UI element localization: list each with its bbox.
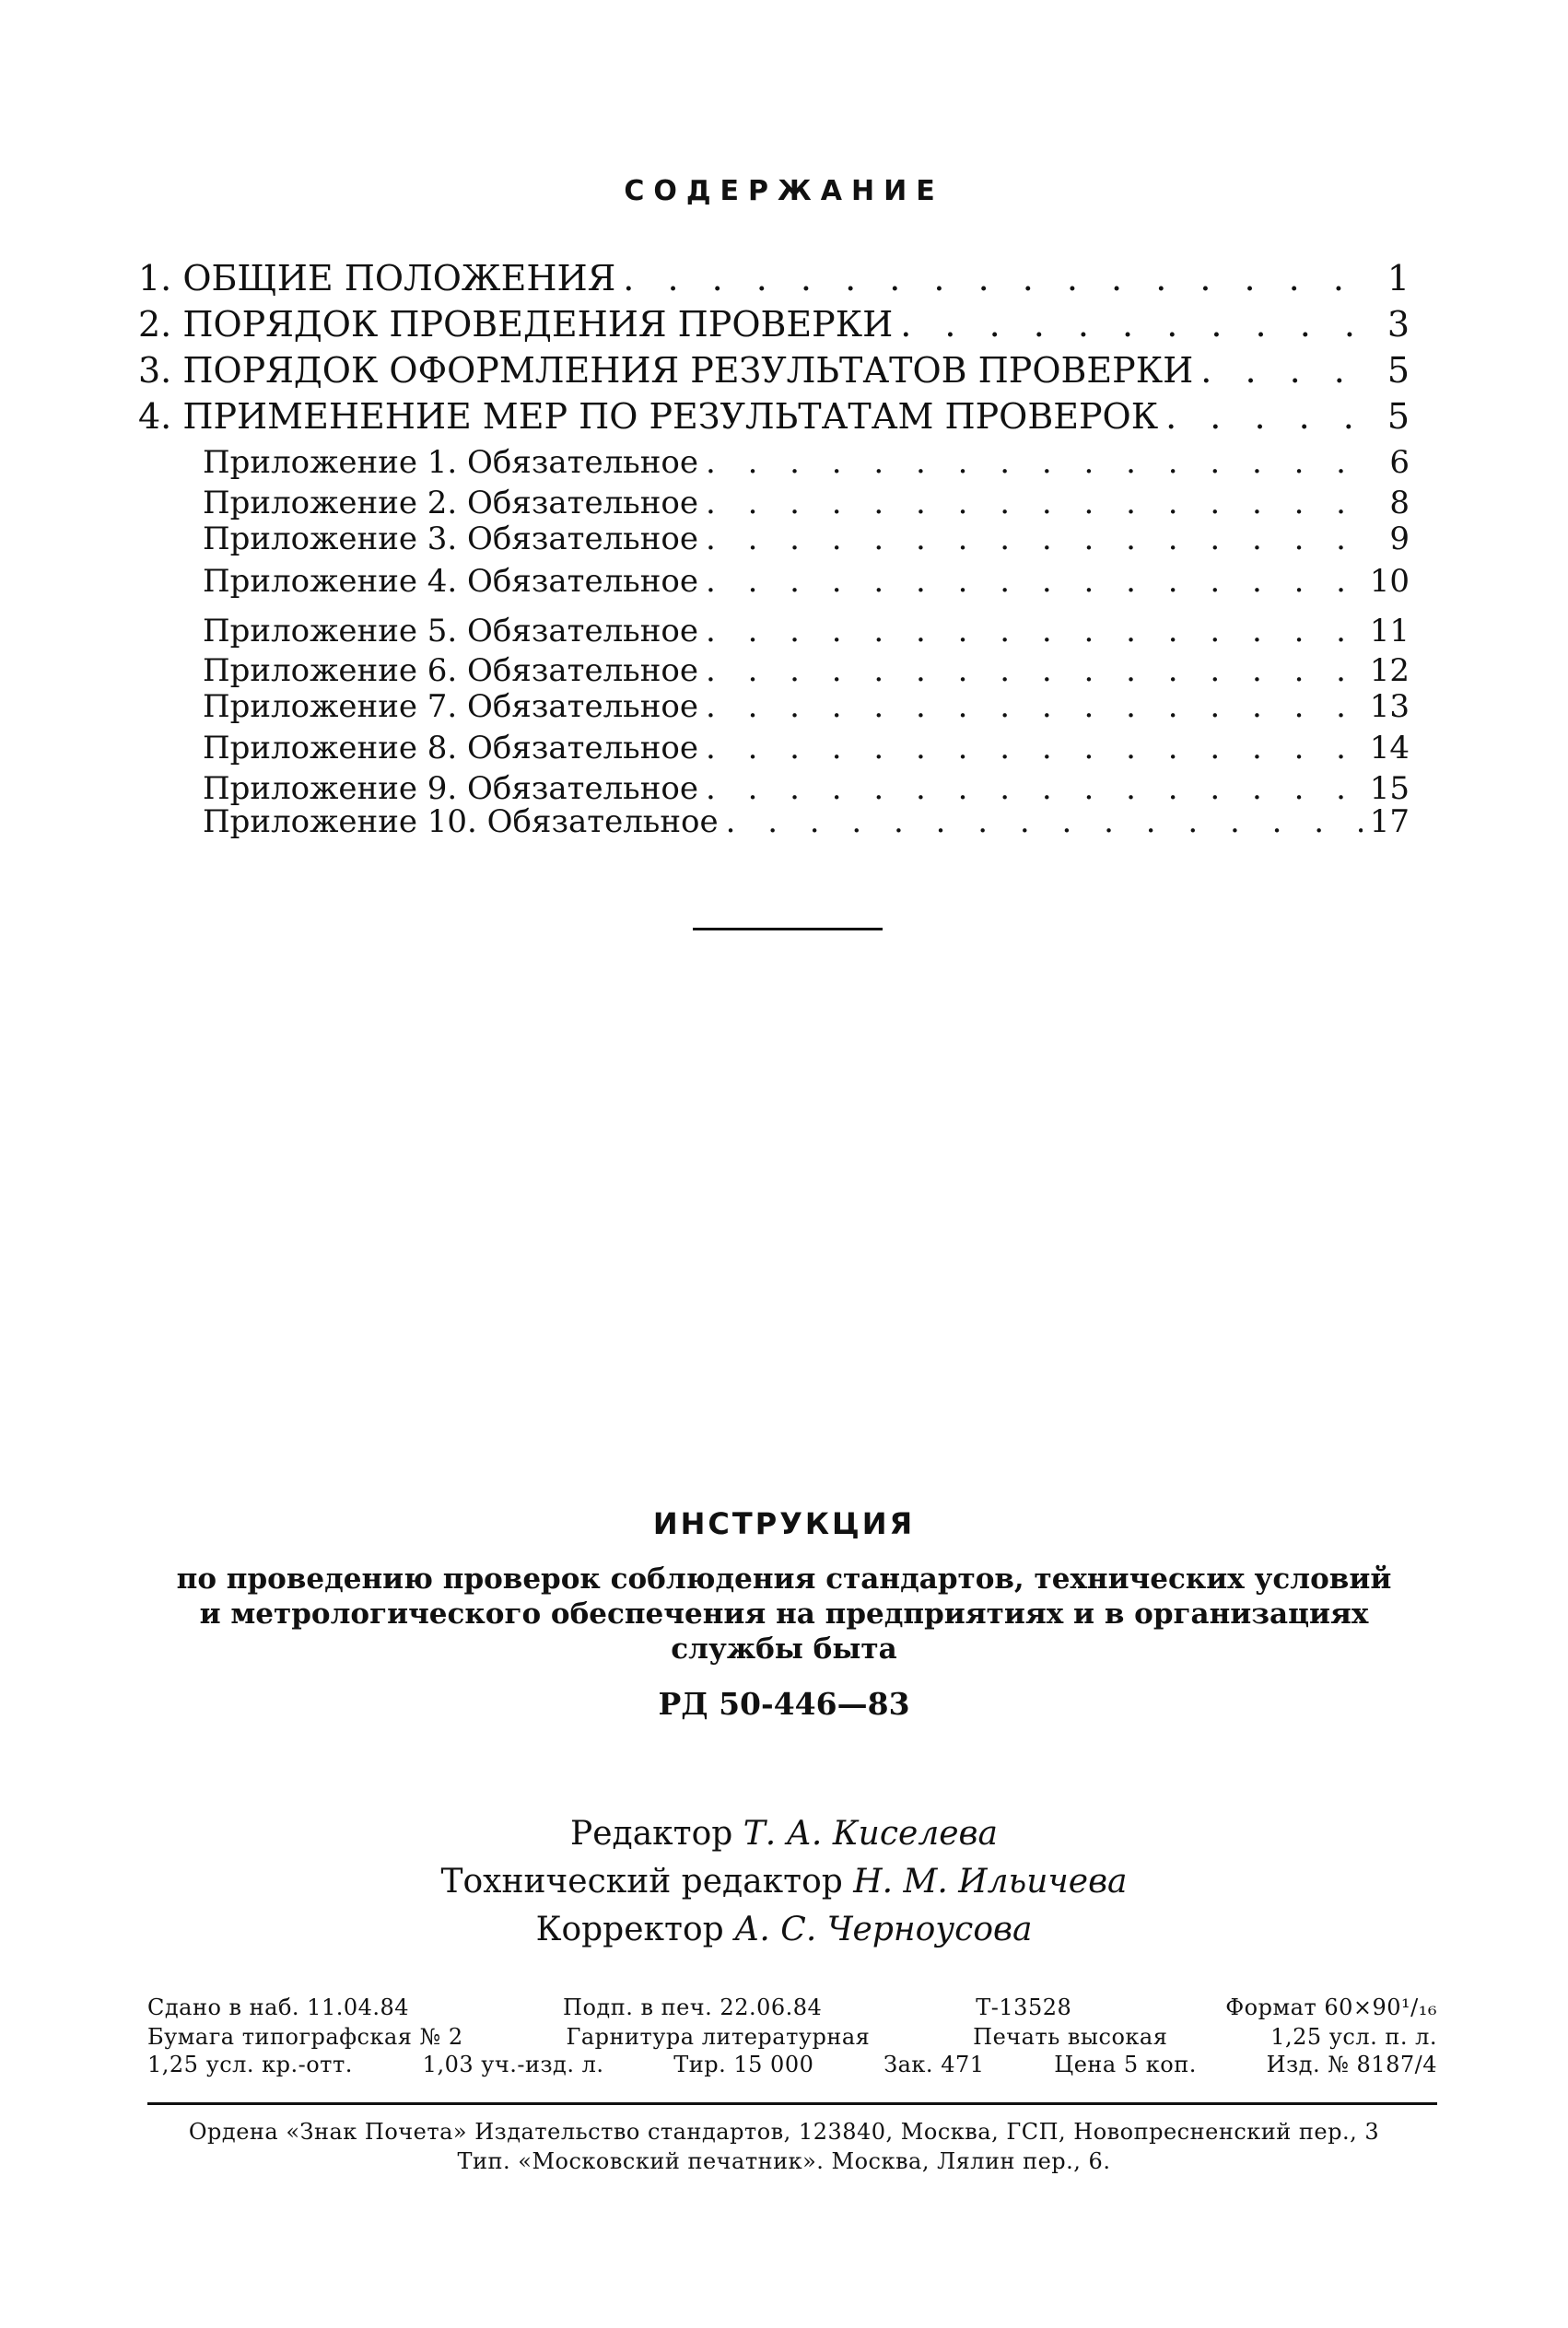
credit-name: Т. А. Киселева — [743, 1815, 998, 1853]
toc-appendix — [138, 730, 1410, 776]
imprint-cell: 1,25 усл. п. л. — [1270, 2024, 1437, 2050]
toc-appendix-label: Приложение 3. Обязательное — [203, 521, 698, 557]
toc-appendix-label: Приложение 2. Обязательное — [203, 485, 698, 521]
imprint-cell: Изд. № 8187/4 — [1266, 2052, 1437, 2077]
instruction-subtitle-line: по проведению проверок соблюдения стандартов, технических условий — [176, 1562, 1392, 1596]
imprint-cell: Гарнитура литературная — [566, 2024, 871, 2050]
imprint-cell: Зак. 471 — [883, 2052, 985, 2077]
toc-appendix-label: Приложение 8. Обязательное — [203, 730, 698, 766]
credit-technical-editor — [0, 1858, 1568, 1906]
credit-proofreader — [0, 1906, 1568, 1954]
instruction-subtitle — [0, 1562, 1568, 1667]
toc-page-number: 13 — [1369, 688, 1410, 725]
toc-section — [138, 350, 1410, 396]
toc-leader-dots — [706, 730, 1363, 766]
toc-leader-dots — [726, 803, 1363, 840]
imprint-cell: Сдано в наб. 11.04.84 — [147, 1995, 410, 2020]
toc-page-number: 6 — [1389, 444, 1410, 481]
imprint-cell: Бумага типографская № 2 — [147, 2024, 463, 2050]
imprint-cell: 1,25 усл. кр.-отт. — [147, 2052, 353, 2077]
toc-leader-dots — [900, 304, 1367, 345]
toc-page-number: 12 — [1369, 652, 1410, 689]
credit-editor — [0, 1810, 1568, 1858]
imprint-row — [147, 1995, 1437, 2020]
toc-leader-dots — [706, 770, 1363, 807]
toc-leader-dots — [1165, 396, 1367, 437]
toc-page-number: 5 — [1387, 396, 1410, 437]
toc-section — [138, 258, 1410, 304]
imprint-cell: Подп. в печ. 22.06.84 — [563, 1995, 823, 2020]
toc-leader-dots — [623, 258, 1367, 298]
toc-leader-dots — [706, 688, 1363, 725]
toc-section-label: 3. ПОРЯДОК ОФОРМЛЕНИЯ РЕЗУЛЬТАТОВ ПРОВЕРКИ — [138, 350, 1194, 391]
imprint-cell: 1,03 уч.-изд. л. — [422, 2052, 604, 2077]
publisher-line: Ордена «Знак Почета» Издательство стандартов, 123840, Москва, ГСП, Новопресненский пер., 3 — [188, 2119, 1380, 2145]
toc-appendix — [138, 803, 1410, 849]
printer-line: Тип. «Московский печатник». Москва, Лялин пер., 6. — [457, 2148, 1111, 2174]
toc-page-number: 1 — [1387, 258, 1410, 298]
imprint-cell: Т-13528 — [976, 1995, 1072, 2020]
instruction-subtitle-line: и метрологического обеспечения на предприятиях и в организациях — [199, 1597, 1369, 1631]
document-code: РД 50-446—83 — [658, 1686, 910, 1722]
toc-leader-dots — [706, 613, 1363, 649]
toc-section-label: 2. ПОРЯДОК ПРОВЕДЕНИЯ ПРОВЕРКИ — [138, 304, 894, 345]
credit-name: А. С. Черноусова — [734, 1911, 1033, 1948]
instruction-title: ИНСТРУКЦИЯ — [652, 1506, 916, 1541]
toc-appendix-label: Приложение 9. Обязательное — [203, 770, 698, 807]
toc-page-number: 15 — [1369, 770, 1410, 807]
credit-role: Редактор — [570, 1815, 733, 1853]
imprint-cell: Тир. 15 000 — [673, 2052, 814, 2077]
credit-role: Тохнический редактор — [440, 1863, 843, 1901]
toc-page-number: 10 — [1369, 563, 1410, 600]
toc-section — [138, 304, 1410, 350]
imprint-divider — [147, 2102, 1437, 2105]
toc-section-label: 1. ОБЩИЕ ПОЛОЖЕНИЯ — [138, 258, 616, 298]
imprint-row — [147, 2024, 1437, 2050]
toc-appendix-label: Приложение 5. Обязательное — [203, 613, 698, 649]
instruction-subtitle-line: службы быта — [671, 1632, 897, 1666]
imprint-cell: Формат 60×90¹/₁₆ — [1225, 1995, 1437, 2020]
section-divider — [693, 928, 883, 930]
toc-page-number: 11 — [1369, 613, 1410, 649]
toc-page-number: 14 — [1369, 730, 1410, 766]
toc-appendix-label: Приложение 1. Обязательное — [203, 444, 698, 481]
credit-name: Н. М. Ильичева — [853, 1863, 1128, 1901]
toc-section — [138, 396, 1410, 442]
toc-appendix — [138, 688, 1410, 734]
imprint-row — [147, 2052, 1437, 2077]
toc-leader-dots — [1200, 350, 1367, 391]
toc-appendix — [138, 444, 1410, 490]
toc-appendix-label: Приложение 10. Обязательное — [203, 803, 719, 840]
toc-appendix — [138, 521, 1410, 567]
toc-leader-dots — [706, 521, 1367, 557]
toc-appendix — [138, 563, 1410, 609]
toc-page-number: 3 — [1387, 304, 1410, 345]
imprint-cell: Печать высокая — [973, 2024, 1168, 2050]
toc-page-number: 9 — [1389, 521, 1410, 557]
credit-role: Корректор — [535, 1911, 724, 1948]
toc-page-number: 17 — [1369, 803, 1410, 840]
imprint-cell: Цена 5 коп. — [1054, 2052, 1197, 2077]
toc-title: СОДЕРЖАНИЕ — [624, 175, 944, 207]
toc-leader-dots — [706, 652, 1363, 689]
toc-appendix-label: Приложение 4. Обязательное — [203, 563, 698, 600]
toc-leader-dots — [706, 444, 1367, 481]
toc-page-number: 5 — [1387, 350, 1410, 391]
toc-appendix-label: Приложение 6. Обязательное — [203, 652, 698, 689]
toc-section-label: 4. ПРИМЕНЕНИЕ МЕР ПО РЕЗУЛЬТАТАМ ПРОВЕРОК — [138, 396, 1159, 437]
toc-page-number: 8 — [1389, 485, 1410, 521]
toc-leader-dots — [706, 485, 1367, 521]
toc-appendix-label: Приложение 7. Обязательное — [203, 688, 698, 725]
toc-leader-dots — [706, 563, 1363, 600]
